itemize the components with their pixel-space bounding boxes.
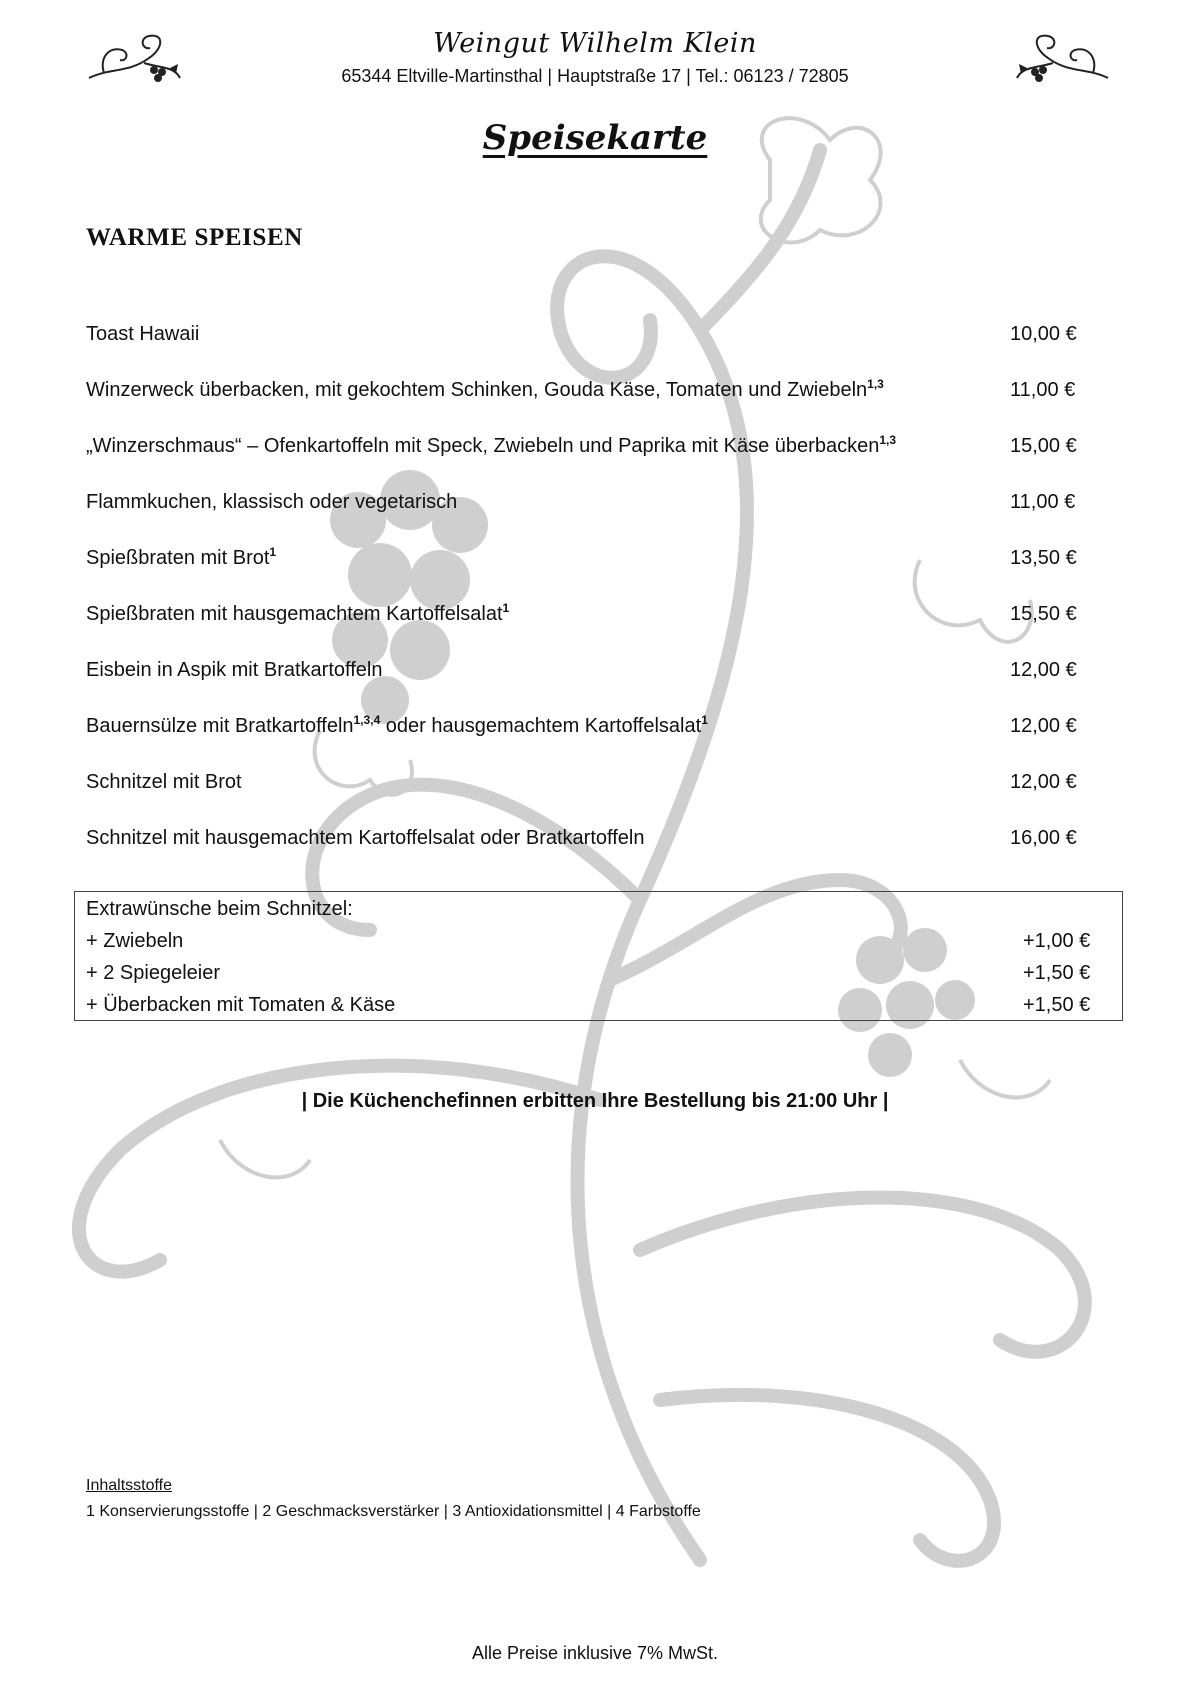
section-heading: WARME SPEISEN xyxy=(86,224,303,251)
extras-title-row xyxy=(86,898,1116,926)
ingredients-title: Inhaltsstoffe xyxy=(86,1477,172,1494)
dish-name: Spießbraten mit Brot$^1$ xyxy=(86,545,277,569)
dish-row xyxy=(86,771,1086,799)
dish-name: Eisbein in Aspik mit Bratkartoffeln xyxy=(86,659,383,681)
winery-name: Weingut Wilhelm Klein xyxy=(433,28,757,59)
extras-item-price: +1,50 € xyxy=(1023,962,1091,984)
dish-price: 11,00 € xyxy=(1010,491,1076,513)
extras-item xyxy=(86,930,1116,958)
dish-price: 11,00 € xyxy=(1010,379,1076,401)
extras-item-price: +1,50 € xyxy=(1023,994,1091,1016)
order-deadline-notice: | Die Küchenchefinnen erbitten Ihre Bestellung bis 21:00 Uhr | xyxy=(301,1090,889,1112)
additive-note: 1,3 xyxy=(867,377,884,391)
dish-name: Spießbraten mit hausgemachtem Kartoffelsalat$^1$ xyxy=(86,601,510,625)
dish-row xyxy=(86,491,1086,519)
winery-address: 65344 Eltville-Martinsthal | Hauptstraße 17 | Tel.: 06123 / 72805 xyxy=(341,66,849,86)
dish-name: Schnitzel mit Brot xyxy=(86,771,242,793)
dish-price: 13,50 € xyxy=(1010,547,1077,569)
dish-row xyxy=(86,659,1086,687)
dish-row xyxy=(86,547,1086,575)
dish-price: 12,00 € xyxy=(1010,715,1077,737)
price-footer: Alle Preise inklusive 7% MwSt. xyxy=(471,1643,719,1663)
dish-row xyxy=(86,715,1086,743)
dish-row xyxy=(86,323,1086,351)
ingredients-list: 1 Konservierungsstoffe | 2 Geschmacksverstärker | 3 Antioxidationsmittel | 4 Farbstoffe xyxy=(86,1503,701,1520)
dish-price: 16,00 € xyxy=(1010,827,1077,849)
additive-note: 1,3 xyxy=(879,433,897,447)
extras-item-label: + 2 Spiegeleier xyxy=(86,962,220,984)
additive-note: 1,3,4 xyxy=(353,713,381,727)
dish-price: 15,50 € xyxy=(1010,603,1077,625)
extras-item-label: + Zwiebeln xyxy=(86,930,184,952)
extras-item xyxy=(86,994,1116,1022)
extras-item-label: + Überbacken mit Tomaten & Käse xyxy=(86,994,396,1016)
additive-note: 1 xyxy=(502,601,510,615)
menu-title: Speisekarte xyxy=(482,118,708,158)
extras-item-price: +1,00 € xyxy=(1023,930,1091,952)
dish-name: Schnitzel mit hausgemachtem Kartoffelsalat oder Bratkartoffeln xyxy=(86,827,645,849)
additive-note: 1 xyxy=(269,545,277,559)
dish-price: 12,00 € xyxy=(1010,659,1077,681)
dish-row xyxy=(86,379,1086,407)
dish-name: „Winzerschmaus“ – Ofenkartoffeln mit Speck, Zwiebeln und Paprika mit Käse überbacken$^{1,3}$ xyxy=(86,433,897,457)
dish-name: Toast Hawaii xyxy=(86,323,200,345)
extras-item xyxy=(86,962,1116,990)
dish-name: Flammkuchen, klassisch oder vegetarisch xyxy=(86,491,458,513)
dish-row xyxy=(86,827,1086,855)
dish-row xyxy=(86,435,1086,463)
additive-note: 1 xyxy=(701,713,708,727)
dish-name: Winzerweck überbacken, mit gekochtem Schinken, Gouda Käse, Tomaten und Zwiebeln$^{1,3}$ xyxy=(86,377,884,401)
dish-price: 10,00 € xyxy=(1010,323,1077,345)
extras-title: Extrawünsche beim Schnitzel: xyxy=(86,898,353,920)
extras-box xyxy=(74,891,1123,1021)
dish-price: 15,00 € xyxy=(1010,435,1077,457)
dish-row xyxy=(86,603,1086,631)
dish-name: Bauernsülze mit Bratkartoffeln$^{1,3,4}$ oder hausgemachtem Kartoffelsalat$^1$ xyxy=(86,713,708,737)
dish-price: 12,00 € xyxy=(1010,771,1077,793)
